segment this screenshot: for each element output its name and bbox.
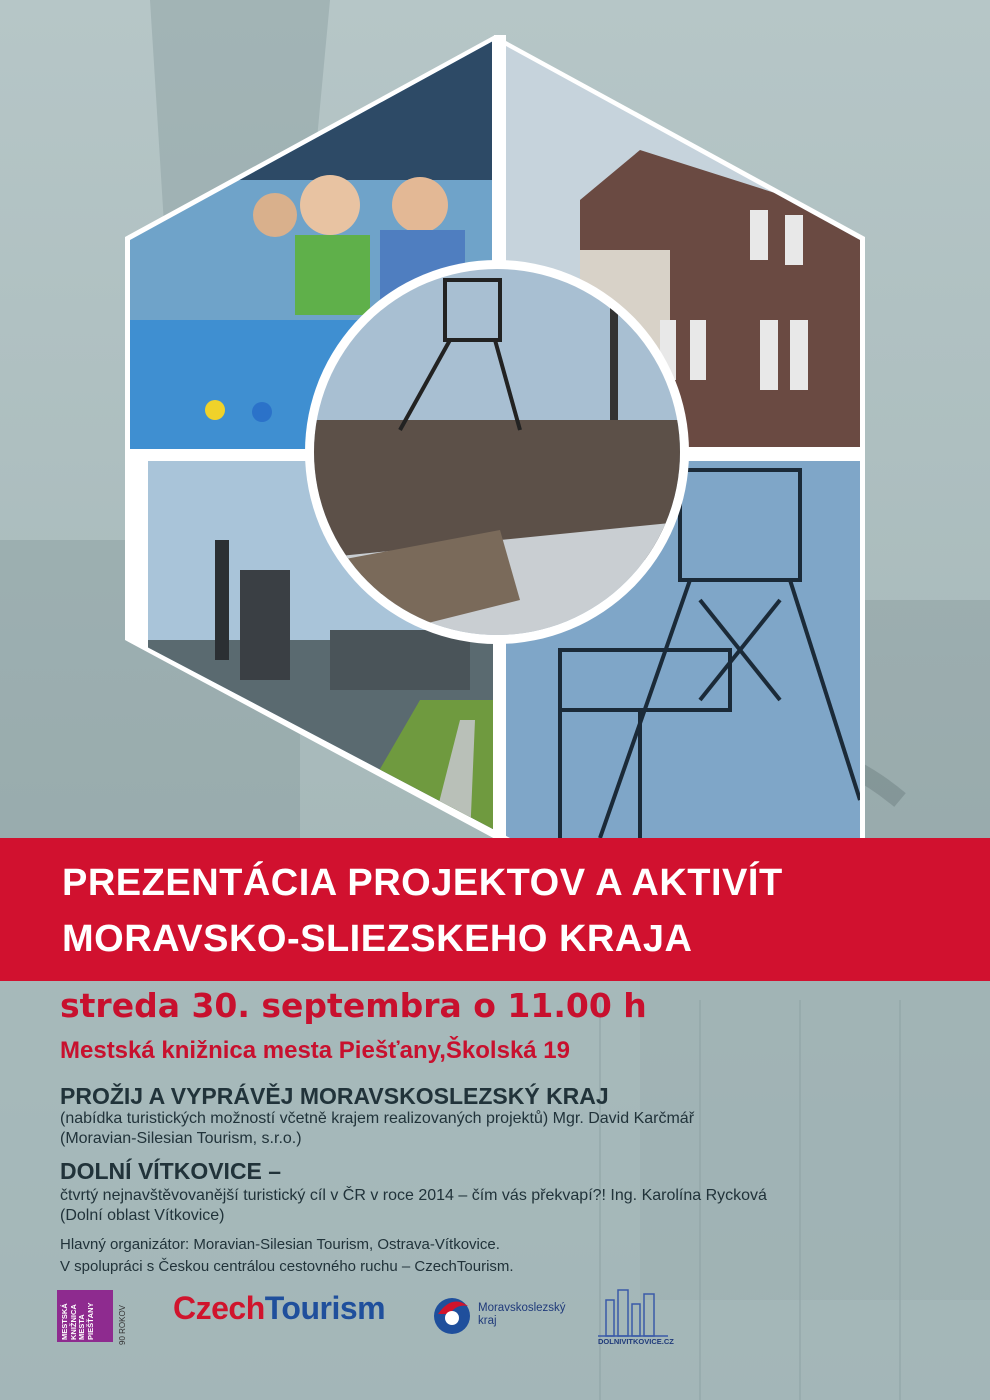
dolni-vitkovice-icon (598, 1282, 668, 1338)
moravskoslezsky-kraj-icon (430, 1292, 474, 1336)
czechtourism-logo-b: Tourism (264, 1290, 386, 1326)
msk-line-1: Moravskoslezský (478, 1302, 566, 1314)
talk-1-title: PROŽIJ A VYPRÁVĚJ MORAVSKOSLEZSKÝ KRAJ (60, 1083, 609, 1109)
event-date: streda 30. septembra o 11.00 h (60, 986, 647, 1025)
msk-line-2: kraj (478, 1315, 497, 1327)
event-venue: Mestská knižnica mesta Piešťany,Školská 19 (60, 1037, 570, 1064)
talk-1-description: (nabídka turistických možností včetně krajem realizovaných projektů) Mgr. David Karčmář (60, 1110, 695, 1127)
talk-1-organization: (Moravian-Silesian Tourism, s.r.o.) (60, 1130, 302, 1147)
library-logo (57, 1290, 113, 1342)
czechtourism-logo-a: Czech (173, 1290, 265, 1326)
organizer-text: Hlavný organizátor: Moravian-Silesian Tourism, Ostrava-Vítkovice. (60, 1236, 500, 1253)
cooperation-text: V spolupráci s Českou centrálou cestovného ruchu – CzechTourism. (60, 1258, 514, 1275)
czechtourism-logo (173, 1290, 385, 1327)
library-years: 90 ROKOV (118, 1304, 127, 1345)
talk-2-title: DOLNÍ VÍTKOVICE – (60, 1158, 282, 1184)
dolni-vitkovice-logo: DOLNIVITKOVICE.CZ (598, 1337, 674, 1346)
talk-2-organization: (Dolní oblast Vítkovice) (60, 1207, 225, 1224)
title-line-2: MORAVSKO-SLIEZSKEHO KRAJA (62, 918, 693, 960)
library-logo-text: MESTSKÁ KNIŽNICA MESTA PIEŠŤANY (60, 1302, 95, 1340)
moravskoslezsky-kraj-logo (478, 1302, 566, 1328)
talk-2-description: čtvrtý nejnavštěvovanější turistický cíl v ČR v roce 2014 – čím vás překvapí?! Ing. Karolína Rycková (60, 1187, 767, 1204)
title-line-1: PREZENTÁCIA PROJEKTOV A AKTIVÍT (62, 862, 783, 904)
